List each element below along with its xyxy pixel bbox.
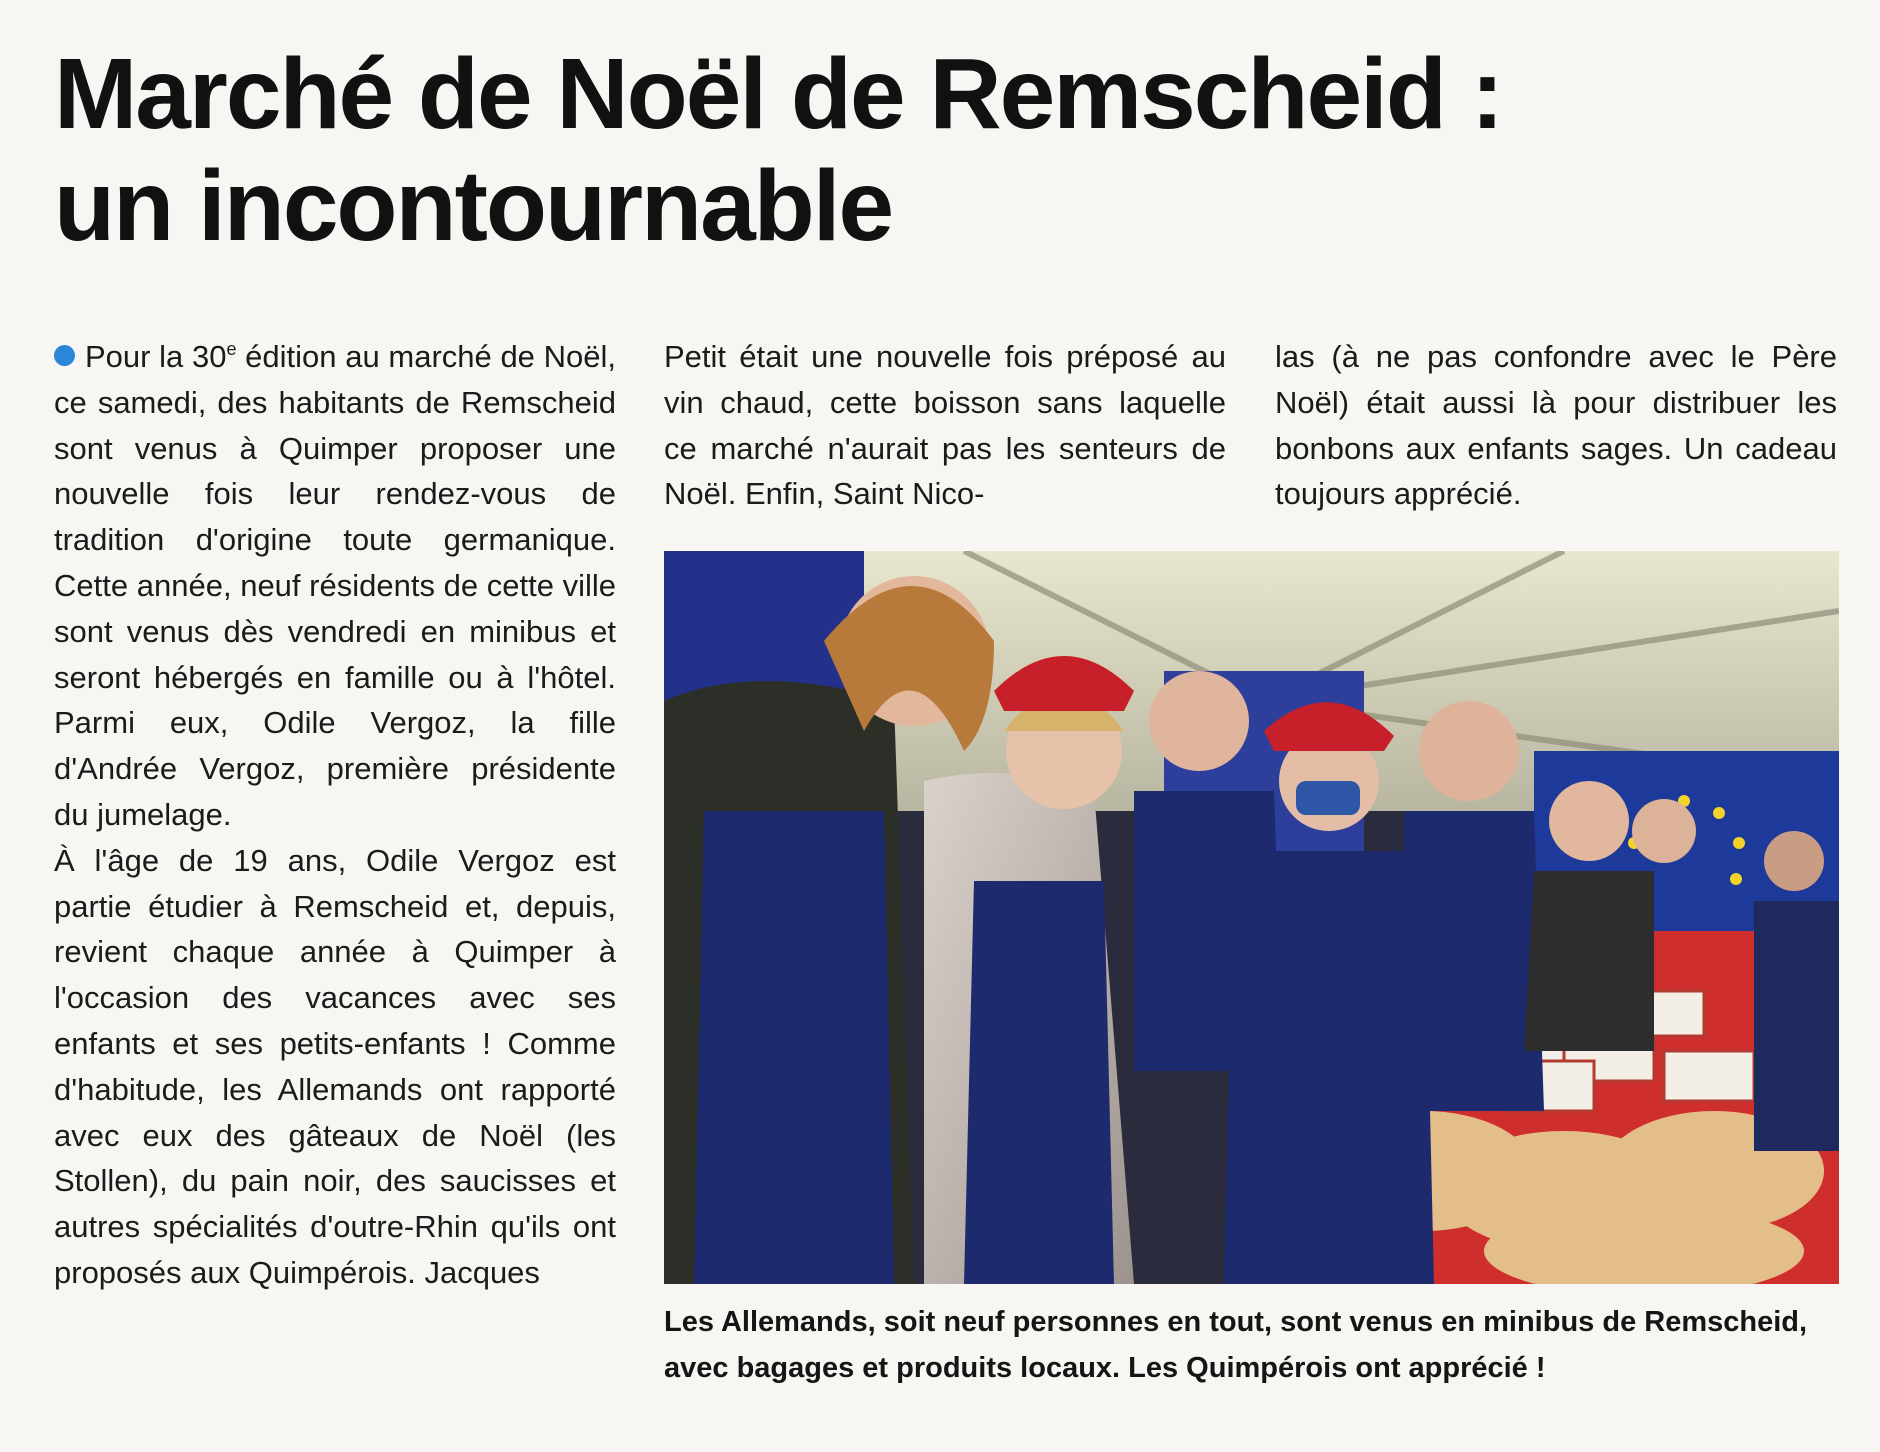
- paragraph-1-rest: édition au marché de Noël, ce samedi, des habitants de Remscheid sont venus à Quimper proposer une nouvelle fois leur rendez-vous de tradition d'origine toute germanique. Cette année, neuf résidents de cette ville sont venus dès vendredi en minibus et seront hébergés en famille ou à l'hôtel. Parmi eux, Odile Vergoz, la fille d'Andrée Vergoz, première présidente du jumelage.: [54, 339, 616, 832]
- headline-line-1: Marché de Noël de Remscheid :: [54, 38, 1503, 150]
- ordinal-suffix: e: [226, 339, 237, 359]
- paragraph-1-start: Pour la 30: [85, 339, 227, 374]
- photo-caption: Les Allemands, soit neuf personnes en tout, sont venus en minibus de Remscheid, avec bagages et produits locaux. Les Quimpérois ont apprécié !: [664, 1306, 1808, 1384]
- market-photo-illustration: [664, 551, 1839, 1284]
- headline-line-2: un incontournable: [54, 150, 893, 262]
- paragraph-3: Petit était une nouvelle fois préposé au vin chaud, cette boisson sans laquelle ce marché n'aurait pas les senteurs de Noël. Enfin, Saint Nico-: [664, 339, 1226, 512]
- article-column-3: [1275, 334, 1837, 517]
- paragraph-4: las (à ne pas confondre avec le Père Noël) était aussi là pour distribuer les bonbons aux enfants sages. Un cadeau toujours apprécié.: [1275, 339, 1837, 512]
- headline: [54, 38, 1554, 262]
- paragraph-2: À l'âge de 19 ans, Odile Vergoz est partie étudier à Remscheid et, depuis, revient chaque année à Quimper à l'occasion des vacances avec ses enfants et ses petits-enfants ! Comme d'habitude, les Allemands ont rapporté avec eux des gâteaux de Noël (les Stollen), du pain noir, des saucisses et autres spécialités d'outre-Rhin qu'ils ont proposés aux Quimpérois. Jacques: [54, 842, 616, 1290]
- article-column-2: [664, 334, 1226, 517]
- paragraph-1: [54, 334, 616, 838]
- market-photo: [664, 551, 1839, 1284]
- article-column-1: [54, 334, 616, 1296]
- bullet-icon: [54, 345, 75, 366]
